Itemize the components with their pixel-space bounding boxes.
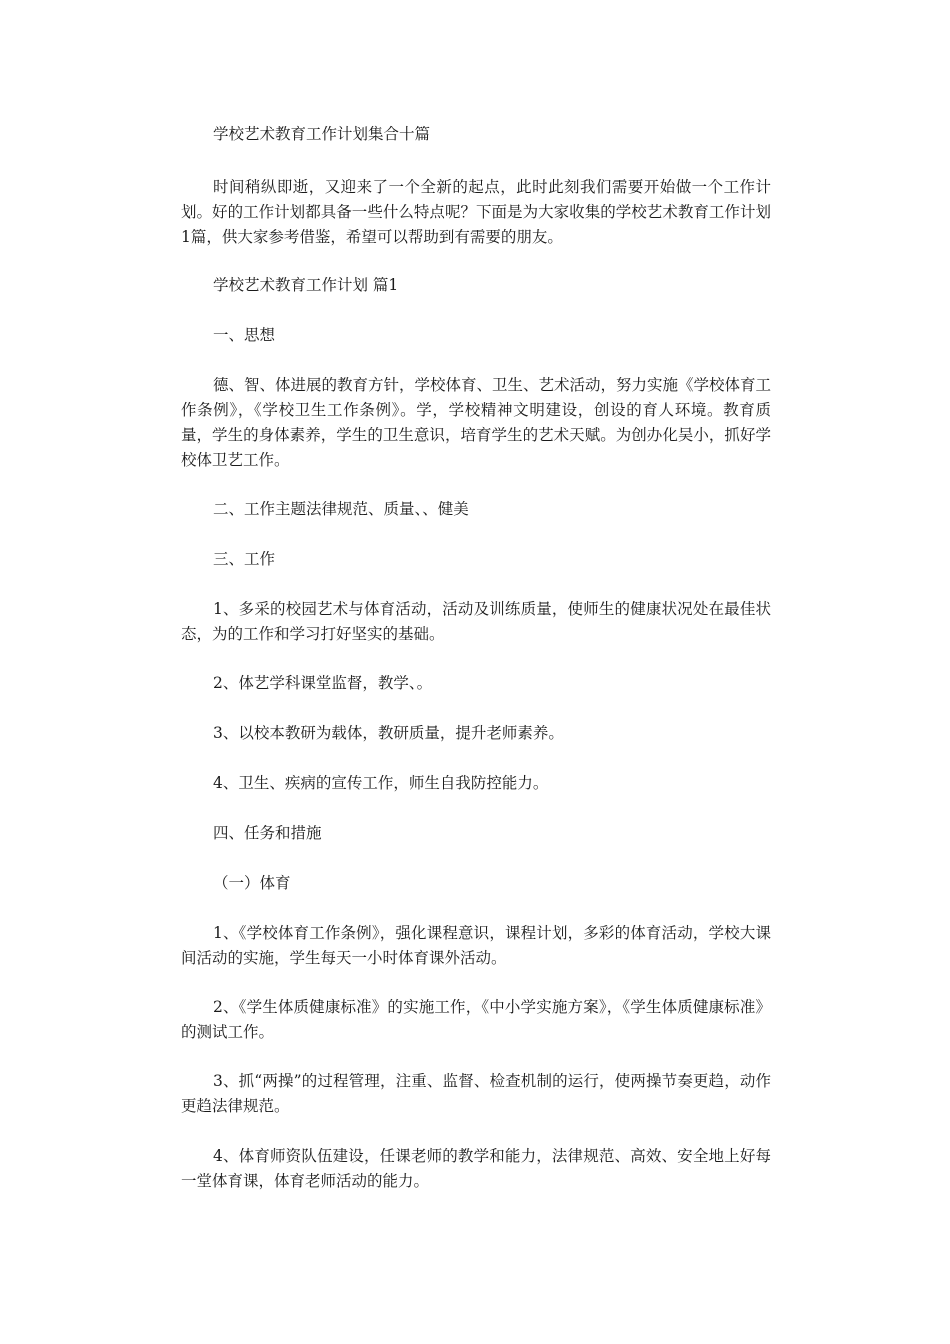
section-title: 学校艺术教育工作计划 篇1	[213, 276, 399, 294]
heading-tasks: 四、任务和措施	[213, 824, 322, 842]
intro-paragraph: 时间稍纵即逝，又迎来了一个全新的起点，此时此刻我们需要开始做一个工作计划。好的工作计划都具备一些什么特点呢？下面是为大家收集的学校艺术教育工作计划1篇，供大家参考借鉴，希望可以帮助到有需要的朋友。	[181, 178, 771, 246]
work-item-3: 3、以校本教研为载体，教研质量，提升老师素养。	[213, 724, 564, 742]
work-item-4: 4、卫生、疾病的宣传工作，师生自我防控能力。	[213, 774, 549, 792]
work-item-1: 1、多采的校园艺术与体育活动，活动及训练质量，使师生的健康状况处在最佳状态，为的工作和学习打好坚实的基础。	[181, 600, 771, 643]
document-title: 学校艺术教育工作计划集合十篇	[213, 125, 431, 143]
work-item-2: 2、体艺学科课堂监督，教学、。	[213, 674, 433, 692]
heading-work: 三、工作	[213, 550, 276, 568]
heading-work-theme: 二、工作主题法律规范、质量、、健美	[213, 500, 469, 518]
sports-item-2: 2、《学生体质健康标准》的实施工作，《中小学实施方案》，《学生体质健康标准》的测试工作。	[181, 998, 771, 1041]
sub-heading-sports: （一）体育	[213, 874, 291, 892]
sports-item-1: 1、《学校体育工作条例》，强化课程意识，课程计划，多彩的体育活动，学校大课间活动的实施，学生每天一小时体育课外活动。	[181, 924, 771, 967]
sports-item-3: 3、抓“两操”的过程管理，注重、监督、检查机制的运行，使两操节奏更趋，动作更趋法律规范。	[181, 1072, 771, 1115]
ideology-paragraph: 德、智、体进展的教育方针，学校体育、卫生、艺术活动，努力实施《学校体育工作条例》，《学校卫生工作条例》。学，学校精神文明建设，创设的育人环境。教育质量，学生的身体素养，学生的卫生意识，培育学生的艺术天赋。为创办化吴小，抓好学校体卫艺工作。	[181, 376, 772, 469]
sports-item-4: 4、体育师资队伍建设，任课老师的教学和能力，法律规范、高效、安全地上好每一堂体育课，体育老师活动的能力。	[181, 1147, 771, 1190]
heading-ideology: 一、思想	[213, 326, 276, 344]
